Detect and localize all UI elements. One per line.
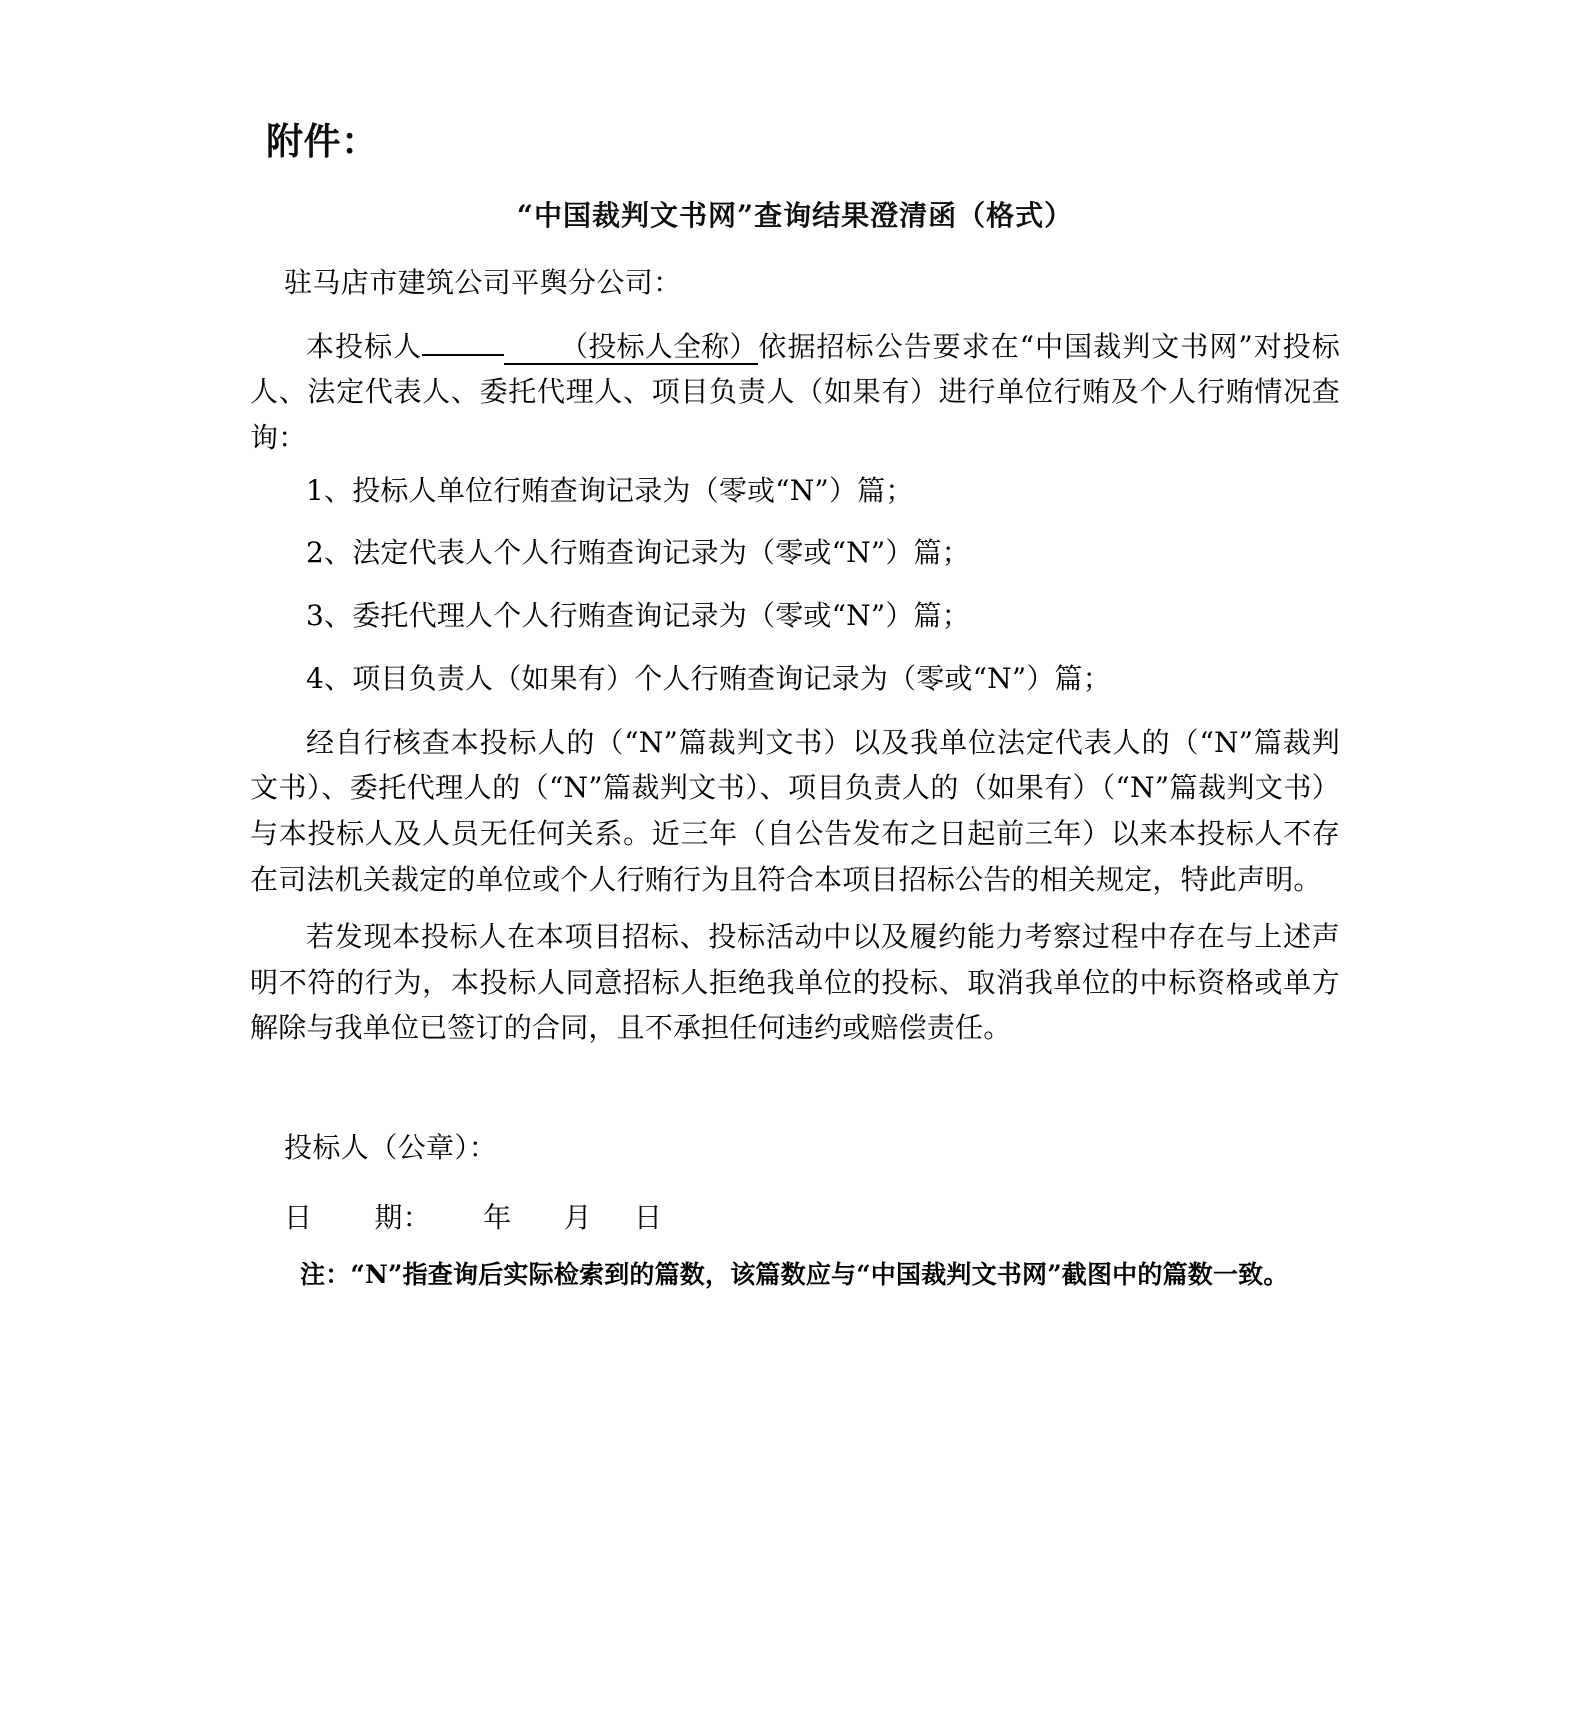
date-label-qi: 期： <box>374 1201 432 1235</box>
date-year: 年 <box>483 1201 512 1235</box>
footnote: 注：“N”指查询后实际检索到的篇数，该篇数应与“中国裁判文书网”截图中的篇数一致。 <box>300 1260 1289 1290</box>
document-content <box>250 118 1340 1296</box>
bidder-name-hint: （投标人全称） <box>504 331 757 365</box>
intro-paragraph <box>250 324 1340 461</box>
list-item: 4、项目负责人（如果有）个人行贿查询记录为（零或“N”）篇； <box>306 661 1111 695</box>
query-record-list <box>250 469 1340 702</box>
list-item: 2、法定代表人个人行贿查询记录为（零或“N”）篇； <box>306 536 970 570</box>
intro-rest: 依据招标公告要求在“中国裁判文书网”对投标人、法定代表人、委托代理人、项目负责人（如果有）进行单位行贿及个人行贿情况查询： <box>250 329 1340 454</box>
date-line <box>284 1197 1340 1239</box>
date-day: 日 <box>634 1201 663 1235</box>
signature-block <box>250 1127 1340 1239</box>
recipient-line: 驻马店市建筑公司平舆分公司： <box>284 265 682 299</box>
bidder-seal-line: 投标人（公章）： <box>284 1131 498 1165</box>
list-item: 1、投标人单位行贿查询记录为（零或“N”）篇； <box>306 473 914 507</box>
consequence-paragraph: 若发现本投标人在本项目招标、投标活动中以及履约能力考察过程中存在与上述声明不符的行为，本投标人同意招标人拒绝我单位的投标、取消我单位的中标资格或单方解除与我单位已签订的合同，且不承担任何违约或赔偿责任。 <box>250 920 1340 1045</box>
date-month: 月 <box>563 1201 593 1235</box>
page-title: “中国裁判文书网”查询结果澄清函（格式） <box>516 199 1074 233</box>
bidder-name-blank[interactable] <box>422 354 504 356</box>
intro-lead: 本投标人 <box>306 329 423 363</box>
verification-paragraph: 经自行核查本投标人的（“N”篇裁判文书）以及我单位法定代表人的（“N”篇裁判文书）、委托代理人的（“N”篇裁判文书）、项目负责人的（如果有）（“N”篇裁判文书）与本投标人及人员无任何关系。近三年（自公告发布之日起前三年）以来本投标人不存在司法机关裁定的单位或个人行贿行为且符合本项目招标公告的相关规定，特此声明。 <box>250 725 1340 896</box>
list-item: 3、委托代理人个人行贿查询记录为（零或“N”）篇； <box>306 599 970 633</box>
date-label-ri: 日 <box>284 1201 313 1235</box>
attachment-label: 附件： <box>266 119 379 163</box>
